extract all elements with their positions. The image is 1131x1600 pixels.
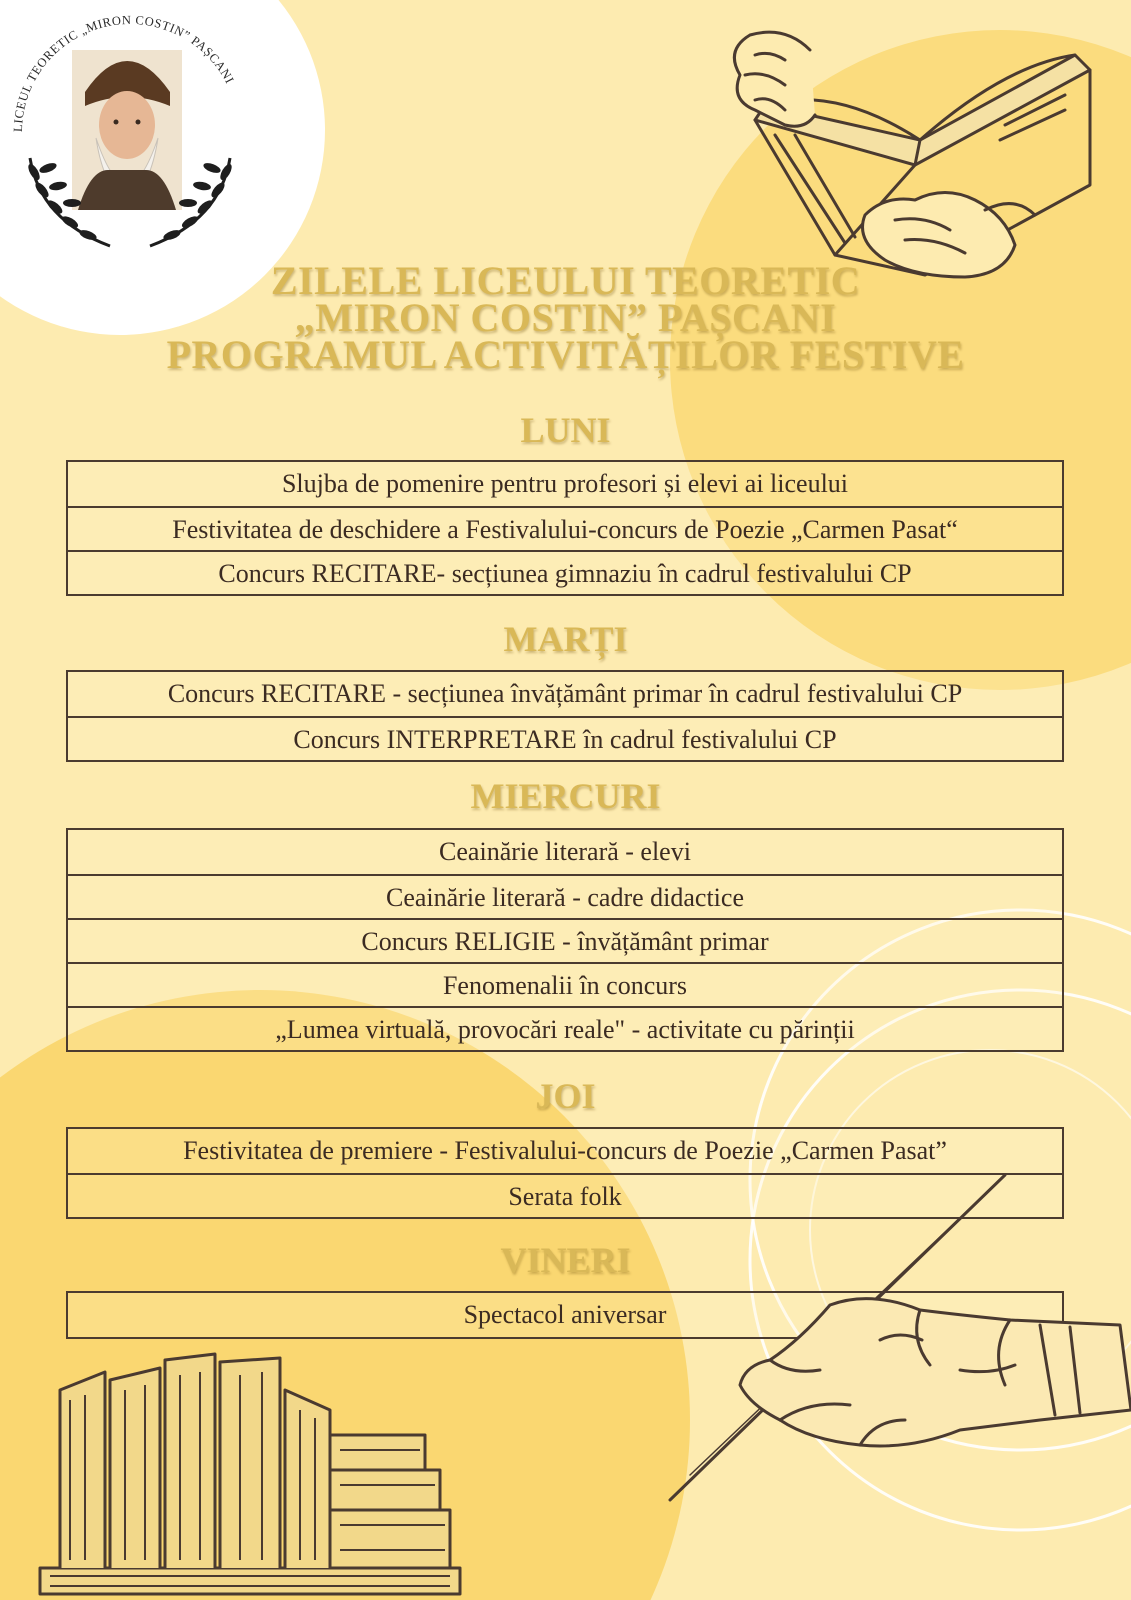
day-heading-vineri: VINERI: [500, 1240, 631, 1280]
title-line-2: „MIRON COSTIN” PAȘCANI: [294, 295, 837, 340]
page-title: [0, 258, 1131, 377]
activity-row: Fenomenalii în concurs: [68, 962, 1062, 1006]
title-line-1: ZILELE LICEULUI TEORETIC: [270, 258, 861, 303]
day-heading-marti: MARȚI: [503, 619, 628, 659]
activity-row: „Lumea virtuală, provocări reale" - activitate cu părinții: [68, 1006, 1062, 1050]
school-logo: [0, 0, 260, 260]
logo-graphic: [0, 0, 260, 260]
portrait-icon: [72, 50, 182, 210]
schedule-table-marti: [66, 670, 1064, 762]
day-heading-miercuri: MIERCURI: [470, 776, 661, 816]
open-book-icon: [715, 15, 1115, 295]
schedule-table-luni: [66, 460, 1064, 596]
day-heading-joi: JOI: [535, 1076, 596, 1116]
title-line-3: PROGRAMUL ACTIVITĂȚILOR FESTIVE: [166, 332, 965, 377]
activity-row: Ceainărie literară - cadre didactice: [68, 874, 1062, 918]
activity-row: Slujba de pomenire pentru profesori și elevi ai liceului: [281, 469, 849, 498]
logo-ring-text: LICEUL TEORETIC „MIRON COSTIN” PAȘCANI: [10, 12, 237, 133]
activity-row: Ceainărie literară - elevi: [439, 837, 691, 866]
activity-row: Concurs INTERPRETARE în cadrul festivalului CP: [68, 716, 1062, 760]
activity-row: Concurs RECITARE - secțiunea învățământ primar în cadrul festivalului CP: [167, 679, 963, 708]
quill-hand-icon: [660, 1170, 1131, 1510]
schedule-table-miercuri: [66, 828, 1064, 1052]
day-heading-luni: LUNI: [520, 410, 611, 450]
activity-row: Spectacol aniversar: [463, 1300, 667, 1329]
activity-row: Serata folk: [68, 1173, 1062, 1217]
activity-row: Festivitatea de premiere - Festivalului-concurs de Poezie „Carmen Pasat”: [183, 1136, 947, 1165]
activity-row: Festivitatea de deschidere a Festivalului-concurs de Poezie „Carmen Pasat“: [68, 506, 1062, 550]
book-stack-icon: [30, 1350, 470, 1600]
activity-row: Concurs RECITARE- secțiunea gimnaziu în cadrul festivalului CP: [68, 550, 1062, 594]
activity-row: Concurs RELIGIE - învățământ primar: [68, 918, 1062, 962]
